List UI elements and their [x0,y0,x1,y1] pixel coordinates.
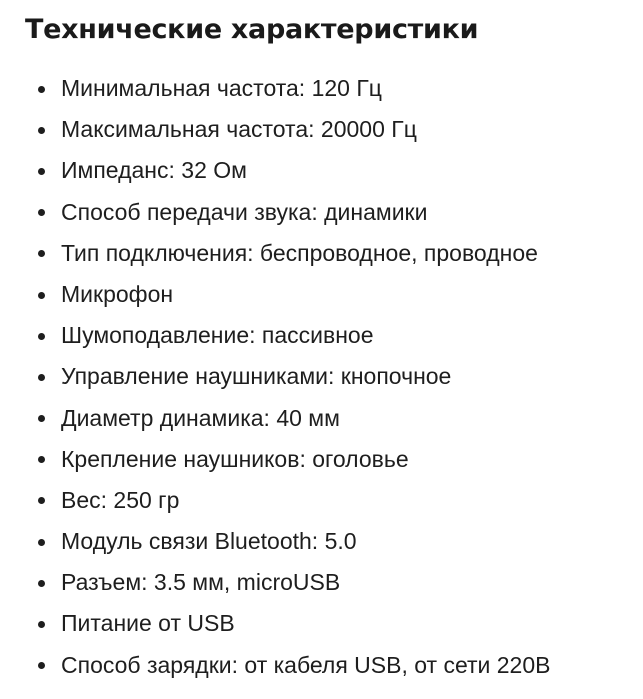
bullet-icon [38,662,45,669]
spec-item-text: Вес: 250 гр [61,486,180,513]
spec-item-text: Тип подключения: беспроводное, проводное [61,239,538,266]
spec-item-text: Крепление наушников: оголовье [61,445,409,472]
spec-item-text: Максимальная частота: 20000 Гц [61,116,417,143]
spec-item-connection-type [25,233,635,274]
spec-item-text: Модуль связи Bluetooth: 5.0 [61,528,357,555]
spec-item-min-frequency [25,68,635,109]
spec-item-bluetooth [25,521,635,562]
spec-item-text: Шумоподавление: пассивное [61,322,374,349]
bullet-icon [38,127,45,134]
bullet-icon [38,292,45,299]
bullet-icon [38,168,45,175]
spec-item-connector [25,562,635,603]
bullet-icon [38,539,45,546]
specifications-list [25,68,635,686]
bullet-icon [38,374,45,381]
spec-item-text: Микрофон [61,280,174,307]
bullet-icon [38,621,45,628]
bullet-icon [38,415,45,422]
spec-item-sound-transmission [25,192,635,233]
spec-item-weight [25,480,635,521]
spec-item-charging [25,645,635,686]
spec-item-impedance [25,150,635,191]
bullet-icon [38,497,45,504]
spec-item-text: Импеданс: 32 Ом [61,157,247,184]
spec-item-driver-diameter [25,398,635,439]
bullet-icon [38,250,45,257]
spec-item-noise-reduction [25,315,635,356]
spec-item-mounting [25,439,635,480]
spec-item-text: Диаметр динамика: 40 мм [61,404,340,431]
spec-item-power [25,603,635,644]
spec-item-microphone [25,274,635,315]
spec-item-text: Минимальная частота: 120 Гц [61,75,382,101]
spec-item-text: Управление наушниками: кнопочное [61,363,452,390]
bullet-icon [38,456,45,463]
specifications-title: Технические характеристики [25,14,479,45]
bullet-icon [38,209,45,216]
spec-item-text: Разъем: 3.5 мм, microUSB [61,569,341,596]
spec-item-text: Способ зарядки: от кабеля USB, от сети 220В [61,651,551,678]
bullet-icon [38,86,45,93]
spec-item-text: Питание от USB [61,610,235,637]
bullet-icon [38,580,45,587]
bullet-icon [38,333,45,340]
spec-item-text: Способ передачи звука: динамики [61,198,428,225]
specifications-section [25,12,635,686]
spec-item-max-frequency [25,109,635,150]
spec-item-controls [25,356,635,397]
